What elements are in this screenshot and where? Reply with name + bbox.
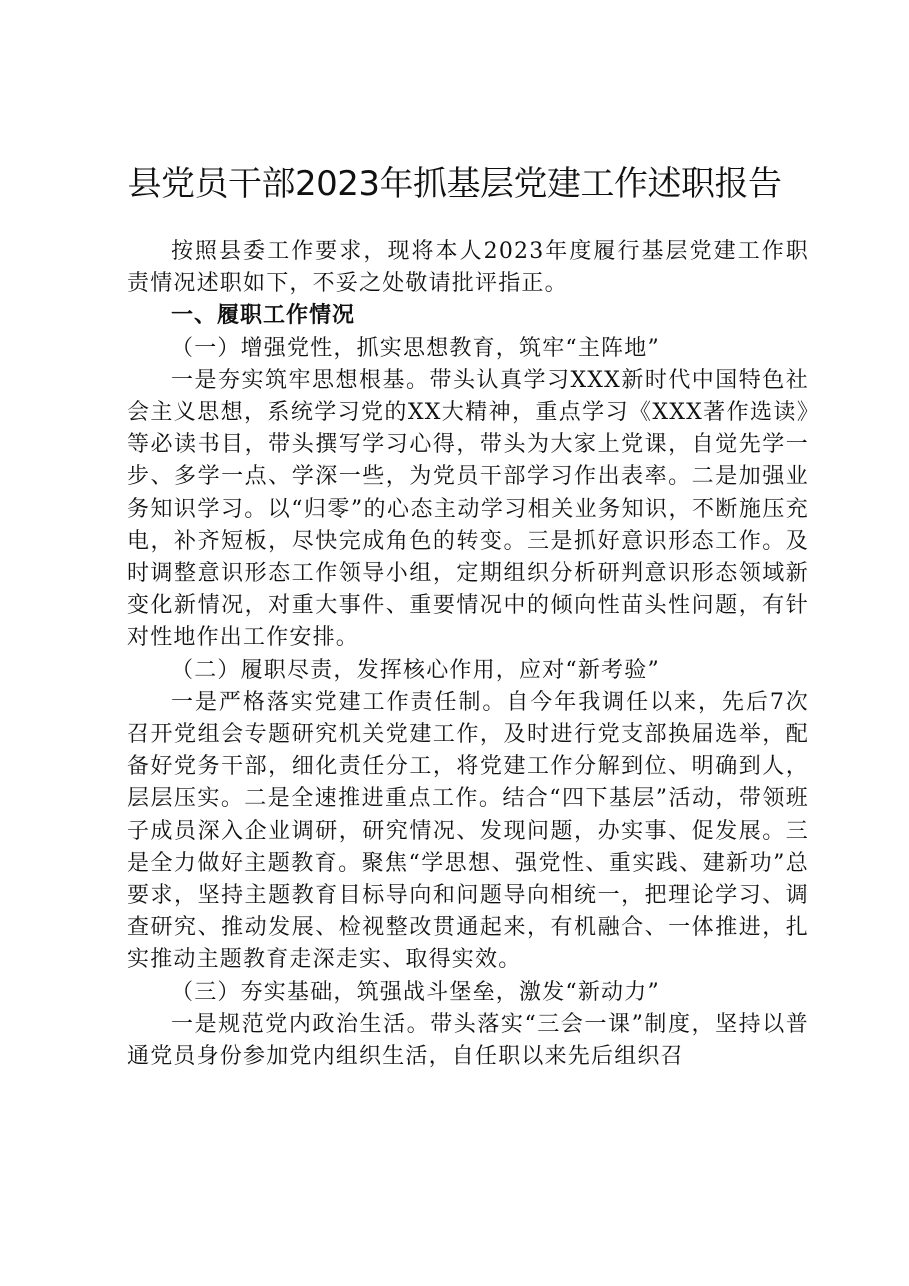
subsection-heading: （一）增强党性，抓实思想教育，筑牢“主阵地” <box>171 335 660 361</box>
subsection-paragraph: 一是夯实筑牢思想根基。带头认真学习XXX新时代中国特色社会主义思想，系统学习党的XX大精神，重点学习《XXX著作选读》等必读书目，带头撰写学习心得，带头为大家上党课，自觉先学一步、多学一点、学深一些，为党员干部学习作出表率。二是加强业务知识学习。以“归零”的心态主动学习相关业务知识，不断施压充电，补齐短板，尽快完成角色的转变。三是抓好意识形态工作。及时调整意识形态工作领导小组，定期组织分析研判意识形态领域新变化新情况，对重大事件、重要情况中的倾向性苗头性问题，有针对性地作出工作安排。 <box>127 367 809 651</box>
section-heading: 一、履职工作情况 <box>171 303 356 329</box>
document-body <box>127 236 809 1073</box>
subsection-paragraph: 一是严格落实党建工作责任制。自今年我调任以来，先后7次召开党组会专题研究机关党建工作，及时进行党支部换届选举，配备好党务干部，细化责任分工，将党建工作分解到位、明确到人，层层压实。二是全速推进重点工作。结合“四下基层”活动，带领班子成员深入企业调研，研究情况、发现问题，办实事、促发展。三是全力做好主题教育。聚焦“学思想、强党性、重实践、建新功”总要求，坚持主题教育目标导向和问题导向相统一，把理论学习、调查研究、推动发展、检视整改贯通起来，有机融合、一体推进，扎实推动主题教育走深走实、取得实效。 <box>127 689 809 973</box>
subsection-paragraph: 一是规范党内政治生活。带头落实“三会一课”制度，坚持以普通党员身份参加党内组织生活，自任职以来先后组织召 <box>127 1011 809 1070</box>
document-title: 县党员干部2023年抓基层党建工作述职报告 <box>127 164 782 204</box>
intro-paragraph: 按照县委工作要求，现将本人2023年度履行基层党建工作职责情况述职如下，不妥之处敬请批评指正。 <box>127 239 809 297</box>
subsection-heading: （三）夯实基础，筑强战斗堡垒，激发“新动力” <box>171 979 660 1005</box>
subsection-heading: （二）履职尽责，发挥核心作用，应对“新考验” <box>171 657 660 683</box>
